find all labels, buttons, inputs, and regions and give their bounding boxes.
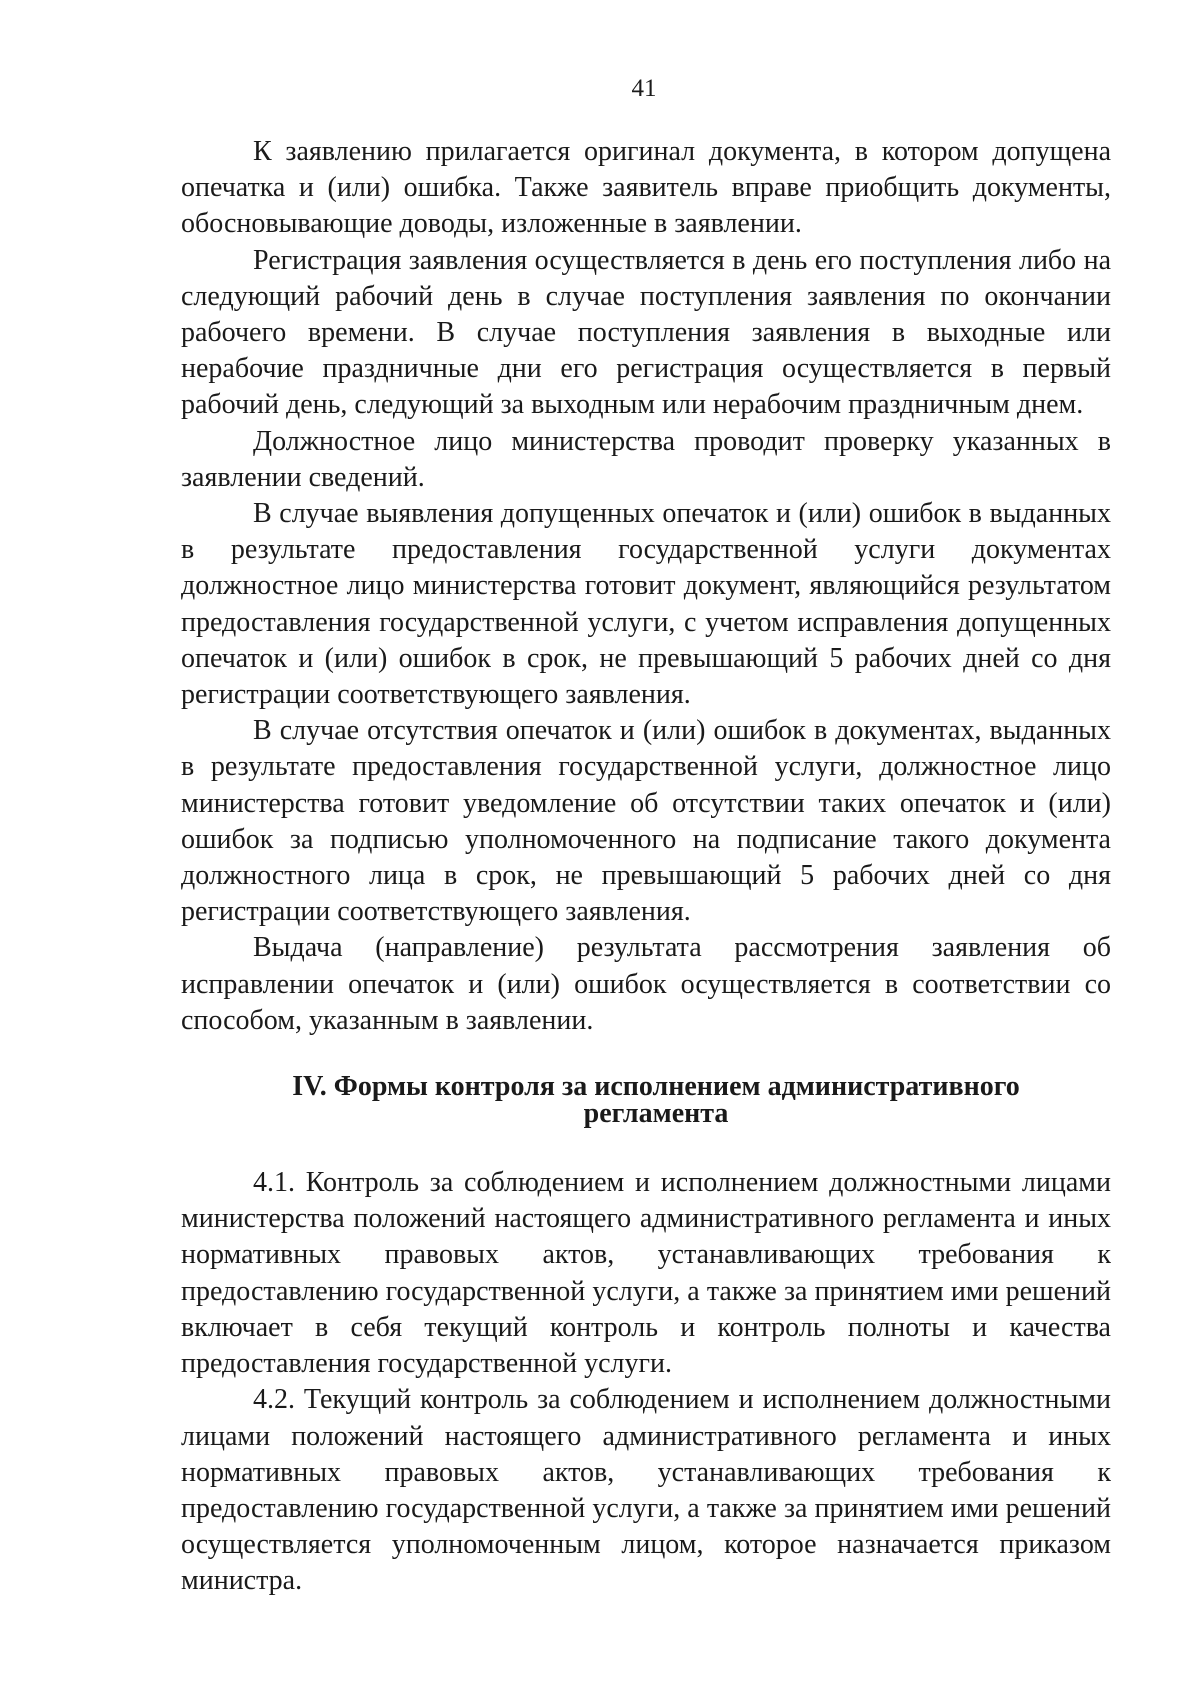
paragraph: К заявлению прилагается оригинал документа, в котором допущена опечатка и (или) ошибка. Также заявитель вправе приобщить документы, обосновывающие доводы, изложенные в заявлении. [181,136,1111,240]
section-heading [181,1071,1111,1130]
document-body [181,134,1111,1600]
page-number: 41 [631,75,657,102]
section-heading-line: регламента [583,1098,729,1130]
paragraph: Должностное лицо министерства проводит проверку указанных в заявлении сведений. [181,425,1111,493]
paragraph: В случае отсутствия опечаток и (или) ошибок в документах, выданных в результате предоставления государственной услуги, должностное лицо министерства готовит уведомление об отсутствии таких опечаток и (или) ошибок за подписью уполномоченного на подписание такого документа должностного лица в срок, не превышающий 5 рабочих дней со дня регистрации соответствующего заявления. [181,715,1111,928]
paragraph: Выдача (направление) результата рассмотрения заявления об исправлении опечаток и (или) ошибок осуществляется в соответствии со способом, указанным в заявлении. [181,932,1111,1036]
paragraph: 4.1. Контроль за соблюдением и исполнением должностными лицами министерства положений настоящего административного регламента и иных нормативных правовых актов, устанавливающих требования к предоставлению государственной услуги, а также за принятием ими решений включает в себя текущий контроль и контроль полноты и качества предоставления государственной услуги. [181,1167,1111,1380]
paragraph: 4.2. Текущий контроль за соблюдением и исполнением должностными лицами положений настоящего административного регламента и иных нормативных правовых актов, устанавливающих требования к предоставлению государственной услуги, а также за принятием ими решений осуществляется уполномоченным лицом, которое назначается приказом министра. [181,1384,1111,1597]
paragraph: Регистрация заявления осуществляется в день его поступления либо на следующий рабочий день в случае поступления заявления по окончании рабочего времени. В случае поступления заявления в выходные или нерабочие праздничные дни его регистрация осуществляется в первый рабочий день, следующий за выходным или нерабочим праздничным днем. [181,244,1111,421]
section-heading-line: IV. Формы контроля за исполнением административного [292,1071,1020,1103]
paragraph: В случае выявления допущенных опечаток и (или) ошибок в выданных в результате предоставления государственной услуги документах должностное лицо министерства готовит документ, являющийся результатом предоставления государственной услуги, с учетом исправления допущенных опечаток и (или) ошибок в срок, не превышающий 5 рабочих дней со дня регистрации соответствующего заявления. [181,498,1111,711]
